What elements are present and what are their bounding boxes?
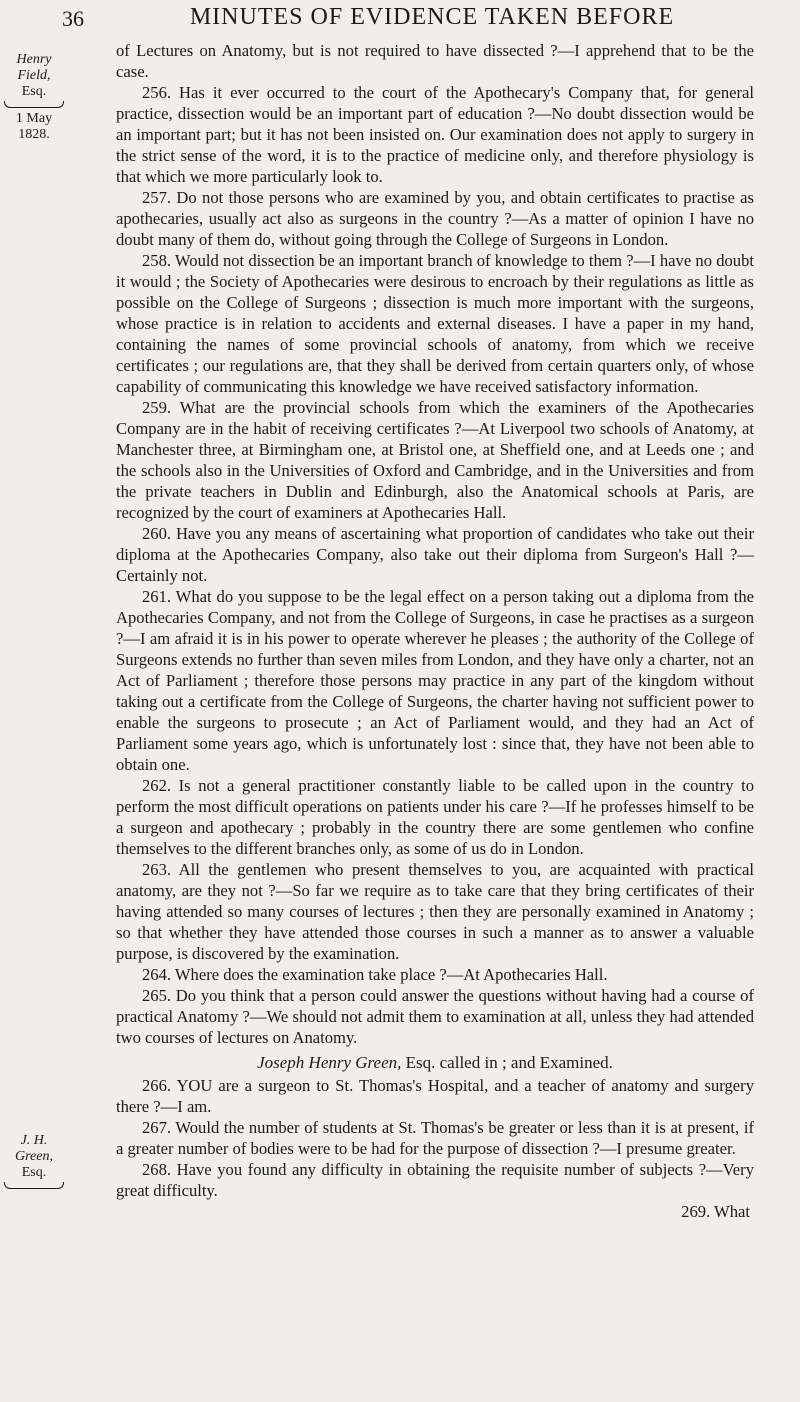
witness-name: Joseph Henry Green, (257, 1053, 402, 1072)
margin-note-name: Henry Field, (16, 52, 52, 83)
margin-note-year: 1828. (18, 127, 50, 142)
paragraph: 263. All the gentlemen who present themselves to you, are acquainted with practical anatomy, are they not ?—So far we require as to take care that they bring certificates of their having attended so many courses of lectures ; then they are personally examined in Anatomy ; so that whether they have attended those courses in such a manner as to answer a valuable purpose, is discovered by the examination. (116, 860, 754, 963)
paragraph: 264. Where does the examination take place ?—At Apothecaries Hall. (142, 965, 608, 984)
margin-note-title: Esq. (21, 1165, 47, 1180)
margin-note-title: Esq. (21, 84, 47, 99)
brace-mark (4, 1182, 64, 1189)
paragraph: 262. Is not a general practitioner constantly liable to be called upon in the country to perform the most difficult operations on patients under his care ?—If he professes himself to be a surgeon and apothecary ; probably in the country there are some gentlemen who confine themselves to the different branches only, as some of us do in London. (116, 776, 754, 858)
paragraph: 261. What do you suppose to be the legal effect on a person taking out a diploma from the Apothecaries Company, and not from the College of Surgeons, in case he practises as a surgeon ?—I am afraid it is in his power to operate wherever he pleases ; the authority of the College of Surgeons extends no further than seven miles from London, and they have only a charter, not an Act of Parliament ; therefore those persons may practice in any part of the kingdom without taking out a certificate from the College of Surgeons, the charter having not sufficient power to enable the surgeons to prosecute ; an Act of Parliament would, and they had an Act of Parliament some years ago, which is unfortunately lost : since that, they have not been able to obtain one. (116, 587, 754, 774)
margin-note-witness-2 (2, 1133, 66, 1192)
brace-mark (4, 101, 64, 108)
paragraph: 266. YOU are a surgeon to St. Thomas's Hospital, and a teacher of anatomy and surgery there ?—I am. (116, 1076, 754, 1116)
catchword: 269. What (681, 1202, 750, 1221)
paragraph: 259. What are the provincial schools from which the examiners of the Apothecaries Company are in the habit of receiving certificates ?—At Liverpool two schools of Anatomy, at Manchester three, at Birmingham one, at Bristol one, at Sheffield one, and at Leeds one ; and the schools also in the Universities of Oxford and Cambridge, and in the Universities and from the private teachers in Dublin and Edinburgh, also the Anatomical schools at Paris, are recognized by the court of examiners at Apothecaries Hall. (116, 398, 754, 522)
paragraph: 257. Do not those persons who are examined by you, and obtain certificates to practise as apothecaries, usually act also as surgeons in the country ?—As a matter of opinion I have no doubt many of them do, without going through the College of Surgeons in London. (116, 188, 754, 249)
running-title: MINUTES OF EVIDENCE TAKEN BEFORE (189, 4, 675, 30)
paragraph: 265. Do you think that a person could answer the questions without having had a course of practical Anatomy ?—We should not admit them to examination at all, unless they had attended two courses of lectures on Anatomy. (116, 986, 754, 1047)
body-text (116, 40, 754, 1222)
witness-heading-rest: Esq. called in ; and Examined. (401, 1053, 613, 1072)
paragraph: 258. Would not dissection be an important branch of knowledge to them ?—I have no doubt it would ; the Society of Apothecaries were desirous to encroach by their regulations as little as possible on the College of Surgeons ; dissection is much more important with the surgeons, whose practice is in relation to accidents and external diseases. I have a paper in my hand, containing the names of some provincial schools of anatomy, from which we receive certificates ; our regulations are, that they shall be derived from certain quarters only, of whose capability of communicating this knowledge we have received satisfactory information. (116, 251, 754, 396)
paragraph: 260. Have you any means of ascertaining what proportion of candidates who take out their diploma at the Apothecaries Company, also take out their diploma from Surgeon's Hall ?—Certainly not. (116, 524, 754, 585)
paragraph: of Lectures on Anatomy, but is not required to have dissected ?—I apprehend that to be the case. (116, 41, 754, 81)
paragraph: 256. Has it ever occurred to the court of the Apothecary's Company that, for general practice, dissection would be an important part of education ?—No doubt dissection would be an important part; but it has not been insisted on. Our examination does not apply to surgery in the strict sense of the word, it is to the practice of medicine only, and therefore physiology is that which we more particularly look to. (116, 83, 754, 186)
page-number: 36 (62, 6, 84, 31)
margin-note-witness-1 (2, 52, 66, 143)
witness-heading (116, 1052, 754, 1073)
margin-note-name: J. H. Green, (15, 1133, 53, 1164)
paragraph: 267. Would the number of students at St. Thomas's be greater or less than it is at present, if a greater number of bodies were to be had for the purpose of dissection ?—I presume greater. (116, 1118, 754, 1158)
margin-note-date: 1 May (15, 111, 53, 126)
paragraph: 268. Have you found any difficulty in obtaining the requisite number of subjects ?—Very great difficulty. (116, 1160, 754, 1200)
